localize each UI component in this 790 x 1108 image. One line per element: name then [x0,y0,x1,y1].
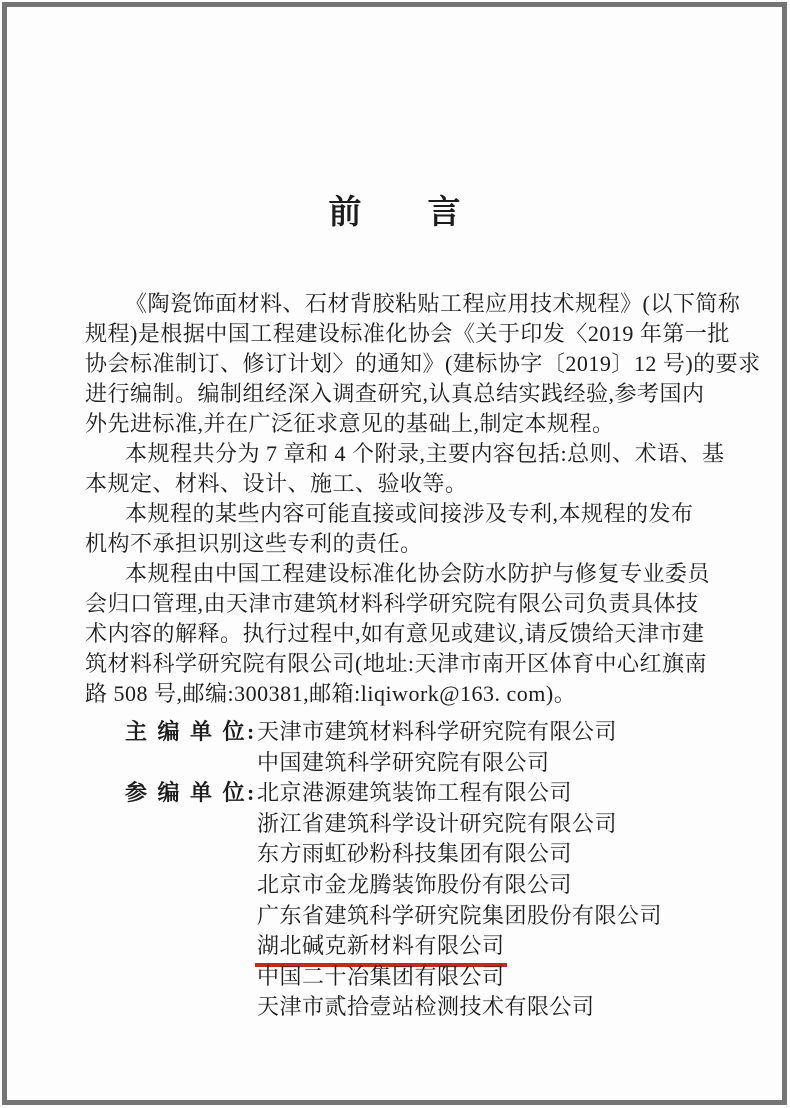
editor-line [85,748,737,779]
unit-name: 北京市金龙腾装饰股份有限公司 [257,871,573,897]
text-line: 本规程共分为 7 章和 4 个附录,主要内容包括:总则、术语、基 [125,441,725,466]
editor-line [85,870,737,901]
unit-name: 中国二十冶集团有限公司 [257,963,505,989]
text-line: 路 508 号,邮编:300381,邮箱:liqiwork@163. com)。 [85,681,577,706]
unit-name: 浙江省建筑科学设计研究院有限公司 [257,810,618,836]
page-title [7,197,782,230]
text-line: 会归口管理,由天津市建筑材料科学研究院有限公司负责具体技 [85,591,699,616]
title-char-yan: 言 [427,195,461,231]
foreword-paragraphs [85,289,761,709]
unit-name: 天津市贰拾壹站检测技术有限公司 [257,994,595,1020]
text-line: 规程)是根据中国工程建设标准化协会《关于印发〈2019 年第一批 [85,321,730,346]
text-line: 本规定、材料、设计、施工、验收等。 [85,471,468,496]
unit-name: 天津市建筑材料科学研究院有限公司 [257,719,618,744]
unit-name: 北京港源建筑装饰工程有限公司 [257,780,573,806]
editor-units-list [85,717,737,1023]
editor-role-label: 主 编 单 位: [125,719,257,744]
highlighted-unit-name: 湖北碱克新材料有限公司 [255,931,507,967]
editor-line [85,809,737,840]
editor-line [85,992,737,1023]
editor-line [85,778,737,809]
editor-role-label: 参 编 单 位: [125,780,257,806]
editor-line [85,931,737,962]
editor-line [85,901,737,932]
page-border-frame [2,2,787,1105]
text-line: 协会标准制订、修订计划〉的通知》(建标协字〔2019〕12 号)的要求 [85,351,761,376]
foreword-body [85,289,761,1023]
editor-line [85,717,737,748]
text-line: 筑材料科学研究院有限公司(地址:天津市南开区体育中心红旗南 [85,651,707,676]
title-char-qian: 前 [328,195,362,231]
text-line: 本规程由中国工程建设标准化协会防水防护与修复专业委员 [125,561,711,586]
text-line: 术内容的解释。执行过程中,如有意见或建议,请反馈给天津市建 [85,621,705,646]
unit-name: 中国建筑科学研究院有限公司 [257,749,550,775]
text-line: 外先进标准,并在广泛征求意见的基础上,制定本规程。 [85,411,615,436]
text-line: 机构不承担识别这些专利的责任。 [85,531,423,556]
editor-line [85,962,737,993]
text-line: 《陶瓷饰面材料、石材背胶粘贴工程应用技术规程》(以下简称 [125,291,741,316]
text-line: 进行编制。编制组经深入调查研究,认真总结实践经验,参考国内 [85,381,705,406]
text-line: 本规程的某些内容可能直接或间接涉及专利,本规程的发布 [125,501,694,526]
unit-name: 东方雨虹砂粉科技集团有限公司 [257,841,573,867]
unit-name: 广东省建筑科学研究院集团股份有限公司 [257,902,663,928]
editor-line [85,839,737,870]
